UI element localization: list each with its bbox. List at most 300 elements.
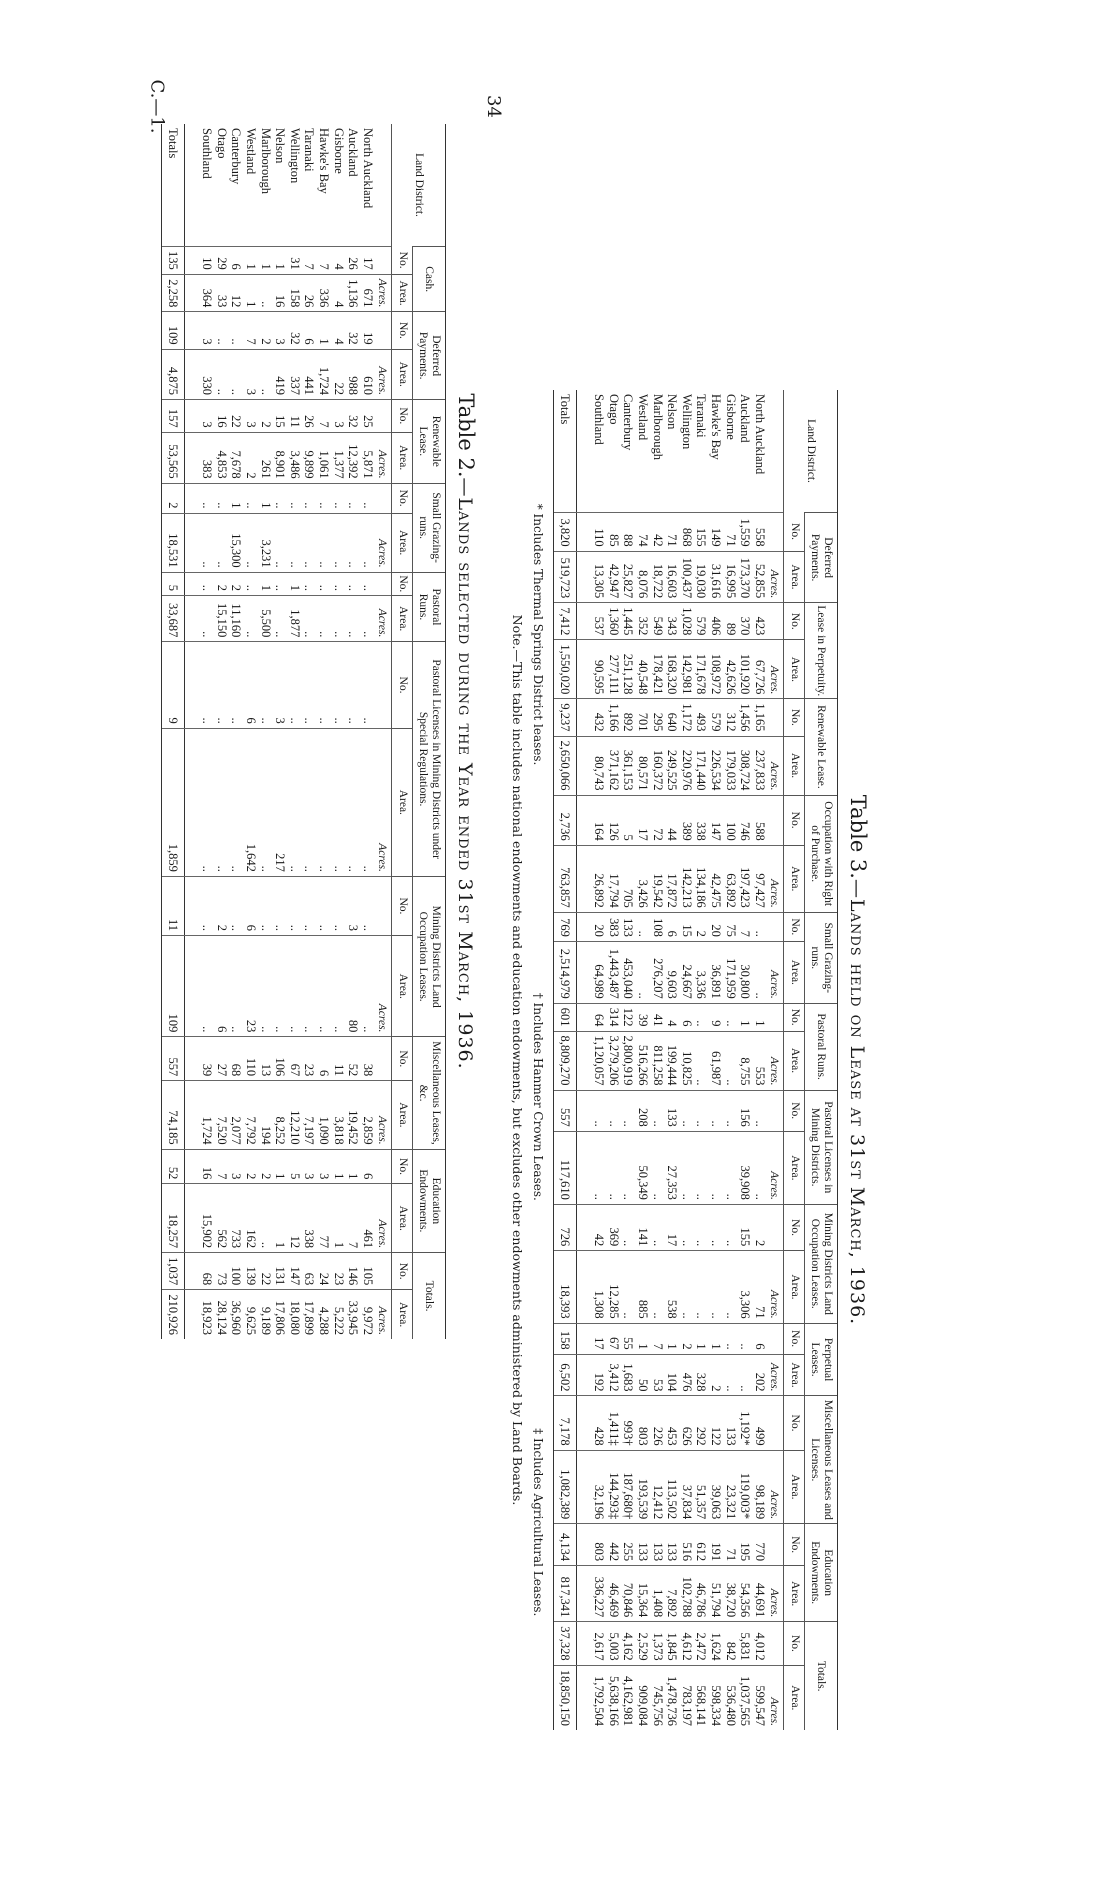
data-cell: 42,475	[708, 845, 723, 912]
units-label: Acres.	[767, 941, 784, 1003]
data-cell: ..	[694, 1131, 709, 1204]
data-cell: 7,678	[229, 432, 244, 483]
data-cell: 2,529	[635, 1622, 650, 1665]
data-cell: ..	[694, 1003, 709, 1031]
totals-cell: 7,412	[553, 603, 577, 640]
units-spacer	[767, 1323, 784, 1354]
data-cell: 453	[665, 1396, 680, 1450]
column-group-header: Mining Districts Land Occupation Leases.	[412, 876, 445, 1037]
data-cell: ..	[331, 513, 346, 572]
data-cell: 90,595	[591, 640, 606, 699]
spacer-cell	[577, 640, 592, 699]
data-cell: 17	[635, 795, 650, 845]
data-cell: 100	[723, 795, 738, 845]
column-group-header: Deferred Payments.	[412, 312, 445, 400]
data-cell: 3,486	[287, 432, 302, 483]
data-cell: ..	[621, 1251, 636, 1323]
district-name: Canterbury	[229, 128, 244, 185]
data-cell: 12,392	[346, 432, 361, 483]
data-cell: ..	[316, 513, 331, 572]
data-cell: 11,160	[229, 596, 244, 642]
data-cell: 579	[694, 603, 709, 640]
data-cell: 38,720	[723, 1566, 738, 1622]
data-cell: 26	[302, 274, 317, 312]
area-header: Area.	[784, 845, 804, 912]
data-cell: 17	[360, 247, 375, 275]
table-row	[214, 124, 229, 1339]
data-cell: 197,423	[738, 845, 753, 912]
data-cell: 36,891	[708, 941, 723, 1003]
data-cell: ..	[258, 349, 273, 399]
data-cell: 18,080	[287, 1290, 302, 1339]
data-cell: 147	[287, 1253, 302, 1290]
data-cell: 41	[650, 1003, 665, 1031]
data-cell: 2,617	[591, 1622, 606, 1665]
column-group-header: Renewable Lease.	[412, 399, 445, 483]
data-cell: ..	[316, 876, 331, 935]
data-cell: 51,357	[694, 1450, 709, 1524]
data-cell: 1	[287, 572, 302, 595]
data-cell: 119,003*	[738, 1450, 753, 1524]
spacer-cell	[577, 513, 592, 552]
spacer-cell	[577, 1323, 592, 1354]
data-cell: 1	[243, 247, 258, 275]
spacer-cell	[577, 1354, 592, 1396]
data-cell: 1,456	[738, 699, 753, 736]
data-cell: 3	[229, 1149, 244, 1184]
totals-cell: 769	[553, 912, 577, 941]
data-cell: ..	[214, 513, 229, 572]
data-cell: ..	[273, 483, 288, 513]
data-cell: 63,892	[723, 845, 738, 912]
data-cell: ..	[752, 1131, 767, 1204]
data-cell: ..	[287, 483, 302, 513]
totals-cell: 4,875	[161, 349, 185, 399]
data-cell: ..	[331, 876, 346, 935]
data-cell: 476	[679, 1354, 694, 1396]
data-cell: 12,285	[606, 1251, 621, 1323]
district-name: Canterbury	[621, 394, 636, 451]
data-cell: 383	[199, 432, 214, 483]
data-cell: 51,794	[708, 1566, 723, 1622]
district-name: Southland	[592, 394, 607, 445]
data-cell: 432	[591, 699, 606, 736]
table-3	[553, 390, 838, 1730]
data-cell: 67,726	[752, 640, 767, 699]
data-cell: ..	[694, 1031, 709, 1090]
data-cell: 1	[694, 1323, 709, 1354]
data-cell: 261	[258, 432, 273, 483]
data-cell: 10	[199, 247, 214, 275]
data-cell: 194	[258, 1081, 273, 1149]
data-cell: ..	[331, 642, 346, 728]
district-name: Marlborough	[258, 128, 273, 194]
units-spacer	[767, 1003, 784, 1031]
data-cell: 1,308	[591, 1251, 606, 1323]
data-cell: 295	[650, 699, 665, 736]
data-cell: 1	[331, 1149, 346, 1184]
data-cell: 31	[287, 247, 302, 275]
data-cell: ..	[302, 936, 317, 1037]
data-cell: 1,090	[316, 1081, 331, 1149]
units-label: Acres.	[767, 1251, 784, 1323]
data-cell: 336,227	[591, 1566, 606, 1622]
data-cell: ..	[606, 1131, 621, 1204]
data-cell: ..	[591, 1131, 606, 1204]
spacer-cell	[185, 728, 200, 876]
totals-cell: 9	[161, 642, 185, 728]
data-cell: 171,440	[694, 736, 709, 795]
data-cell: 562	[214, 1184, 229, 1253]
data-cell: 70,846	[621, 1566, 636, 1622]
totals-cell: 53,565	[161, 432, 185, 483]
data-cell: ..	[360, 728, 375, 876]
data-cell: 2	[258, 399, 273, 432]
data-cell: ..	[214, 728, 229, 876]
no-header: No.	[392, 572, 412, 595]
data-cell: 337	[287, 349, 302, 399]
spacer-cell	[185, 349, 200, 399]
district-name: Westland	[635, 394, 650, 441]
spacer-cell	[577, 1131, 592, 1204]
data-cell: 10,825	[679, 1031, 694, 1090]
data-cell: 8,252	[273, 1081, 288, 1149]
data-cell: 745,756	[650, 1665, 665, 1730]
data-cell: 147	[708, 795, 723, 845]
data-cell: 106	[273, 1037, 288, 1081]
data-cell: 553	[752, 1031, 767, 1090]
totals-cell: 1,550,020	[553, 640, 577, 699]
totals-cell: 763,857	[553, 845, 577, 912]
data-cell: 499	[752, 1396, 767, 1450]
data-cell: ..	[302, 642, 317, 728]
data-cell: ..	[360, 572, 375, 595]
data-cell: 1	[273, 1149, 288, 1184]
data-cell: 6	[302, 312, 317, 349]
data-cell: 46,786	[694, 1566, 709, 1622]
data-cell: 15,364	[635, 1566, 650, 1622]
totals-cell: 1,082,389	[553, 1450, 577, 1524]
data-cell: ..	[331, 936, 346, 1037]
table-row	[302, 124, 317, 1339]
data-cell: 113,502	[665, 1450, 680, 1524]
area-header: Area.	[784, 551, 804, 603]
data-cell: 2	[679, 1323, 694, 1354]
units-spacer	[767, 603, 784, 640]
column-group-header: Occupation with Right of Purchase.	[804, 795, 837, 912]
data-cell: ..	[214, 312, 229, 349]
data-cell: 4,288	[316, 1290, 331, 1339]
data-cell: 1,443,487	[606, 941, 621, 1003]
data-cell: ..	[360, 876, 375, 935]
units-label: Acres.	[767, 640, 784, 699]
units-spacer	[375, 247, 392, 275]
data-cell: ..	[650, 1204, 665, 1250]
data-cell: 4,162	[621, 1622, 636, 1665]
footnote: † Includes Hanmer Crown Leases.	[530, 992, 545, 1201]
header-row-sub	[784, 390, 804, 1730]
table-row	[331, 124, 346, 1339]
footnotes	[531, 390, 545, 1730]
data-cell: 1,166	[606, 699, 621, 736]
header-row-groups	[804, 390, 837, 1730]
data-cell: 202	[752, 1354, 767, 1396]
data-cell: 101,920	[738, 640, 753, 699]
data-cell: ..	[273, 876, 288, 935]
data-cell: 423	[752, 603, 767, 640]
data-cell: 13,305	[591, 551, 606, 603]
data-cell: 50	[635, 1354, 650, 1396]
data-cell: ..	[346, 596, 361, 642]
data-cell: 3	[243, 399, 258, 432]
data-cell: 11	[331, 1037, 346, 1081]
data-cell: 1,061	[316, 432, 331, 483]
data-cell: ..	[199, 572, 214, 595]
data-cell: ..	[199, 642, 214, 728]
data-cell: 100	[229, 1253, 244, 1290]
data-cell: ..	[229, 876, 244, 935]
data-cell: 88	[621, 513, 636, 552]
spacer-cell	[577, 1665, 592, 1730]
table-row	[273, 124, 288, 1339]
totals-cell: 109	[161, 936, 185, 1037]
data-cell: 64	[591, 1003, 606, 1031]
data-cell: 20	[591, 912, 606, 941]
data-cell: 20	[708, 912, 723, 941]
data-cell: 909,084	[635, 1665, 650, 1730]
data-cell: 220,976	[679, 736, 694, 795]
data-cell: 2	[214, 572, 229, 595]
district-name: Nelson	[273, 128, 288, 164]
units-spacer	[375, 1253, 392, 1290]
spacer-cell	[185, 432, 200, 483]
units-label: Acres.	[767, 1031, 784, 1090]
data-cell: 1	[752, 1003, 767, 1031]
district-header: Land District.	[392, 124, 446, 247]
totals-cell: 11	[161, 876, 185, 935]
data-cell: 133	[665, 1090, 680, 1131]
no-header: No.	[784, 1524, 804, 1566]
data-cell: 746	[738, 795, 753, 845]
data-cell: 3	[302, 1149, 317, 1184]
totals-cell: 2	[161, 483, 185, 513]
table-row	[679, 390, 694, 1730]
data-cell: 16	[214, 399, 229, 432]
header-row-sub	[392, 124, 412, 1339]
data-cell: 7,892	[665, 1566, 680, 1622]
data-cell: ..	[606, 1090, 621, 1131]
data-cell: ..	[273, 596, 288, 642]
spacer-cell	[185, 936, 200, 1037]
data-cell: ..	[694, 1251, 709, 1323]
data-cell: 538	[665, 1251, 680, 1323]
units-spacer	[767, 1090, 784, 1131]
data-cell: 4	[331, 247, 346, 275]
data-cell: ..	[679, 1204, 694, 1250]
data-cell: 15	[679, 912, 694, 941]
table-3-caption	[846, 390, 870, 1730]
units-label: Acres.	[375, 1081, 392, 1149]
data-cell: 993†	[621, 1396, 636, 1450]
data-cell: 7	[316, 399, 331, 432]
district-name: North Auckland	[752, 394, 767, 475]
table-row	[316, 124, 331, 1339]
area-header: Area.	[392, 1184, 412, 1253]
data-cell: ..	[723, 1251, 738, 1323]
totals-cell: 52	[161, 1149, 185, 1184]
data-cell: ..	[679, 1090, 694, 1131]
data-cell: 588	[752, 795, 767, 845]
column-group-header: Pastoral Licenses in Mining Districts under Special Regulations.	[412, 642, 445, 877]
totals-cell: 210,926	[161, 1290, 185, 1339]
data-cell: ..	[346, 728, 361, 876]
data-cell: 68	[229, 1037, 244, 1081]
data-cell: 133	[723, 1396, 738, 1450]
data-cell: 23	[243, 936, 258, 1037]
spacer-cell	[577, 551, 592, 603]
data-cell: 173,370	[738, 551, 753, 603]
data-cell: 255	[621, 1524, 636, 1566]
area-header: Area.	[392, 1081, 412, 1149]
data-cell: 733	[229, 1184, 244, 1253]
data-cell: ..	[752, 941, 767, 1003]
data-cell: 2	[243, 432, 258, 483]
no-header: No.	[784, 603, 804, 640]
data-cell: 2,859	[360, 1081, 375, 1149]
data-cell: 156	[738, 1090, 753, 1131]
data-cell: 32	[287, 312, 302, 349]
data-cell: 5,638,166	[606, 1665, 621, 1730]
data-cell: 516	[679, 1524, 694, 1566]
totals-label: Totals	[553, 390, 577, 513]
column-group-header: Small Grazing-runs.	[804, 912, 837, 1003]
column-group-header: Miscellaneous Leases, &c.	[412, 1037, 445, 1149]
data-cell: 108	[650, 912, 665, 941]
data-cell: 7,792	[243, 1081, 258, 1149]
no-header: No.	[392, 1037, 412, 1081]
data-cell: ..	[708, 1131, 723, 1204]
units-spacer	[767, 699, 784, 736]
data-cell: 133	[665, 1524, 680, 1566]
data-cell: 40,548	[635, 640, 650, 699]
data-cell: 75	[723, 912, 738, 941]
data-cell: 314	[606, 1003, 621, 1031]
totals-cell: 117,610	[553, 1131, 577, 1204]
spacer-cell	[577, 1524, 592, 1566]
totals-cell: 2,258	[161, 274, 185, 312]
data-cell: 1	[273, 247, 288, 275]
no-header: No.	[392, 312, 412, 349]
totals-cell: 557	[553, 1090, 577, 1131]
data-cell: 31,616	[708, 551, 723, 603]
district-name: Nelson	[665, 394, 680, 430]
data-cell: 42,947	[606, 551, 621, 603]
data-cell: 52,855	[752, 551, 767, 603]
units-label: Acres.	[375, 349, 392, 399]
data-cell: ..	[199, 728, 214, 876]
data-cell: 1,683	[621, 1354, 636, 1396]
data-cell: 26,892	[591, 845, 606, 912]
data-cell: 19	[360, 312, 375, 349]
table-3-title: —Lands held on Lease at 31st March, 1936.	[846, 878, 868, 1326]
data-cell: 71	[723, 513, 738, 552]
data-cell: 6	[679, 1003, 694, 1031]
data-cell: 15,902	[199, 1184, 214, 1253]
district-name: Wellington	[679, 394, 694, 450]
spacer-cell	[577, 699, 592, 736]
data-cell: 338	[694, 795, 709, 845]
data-cell: 73	[214, 1253, 229, 1290]
spacer-cell	[577, 912, 592, 941]
spacer-cell	[577, 1090, 592, 1131]
data-cell: ..	[708, 1251, 723, 1323]
spacer-cell	[185, 312, 200, 349]
data-cell: ..	[243, 572, 258, 595]
data-cell: 4	[331, 274, 346, 312]
data-cell: 32	[346, 399, 361, 432]
data-cell: ..	[199, 936, 214, 1037]
data-cell: 187,680†	[621, 1450, 636, 1524]
no-header: No.	[784, 912, 804, 941]
data-cell: 37,834	[679, 1450, 694, 1524]
units-spacer	[375, 642, 392, 728]
data-cell: 568,141	[694, 1665, 709, 1730]
data-cell: 428	[591, 1396, 606, 1450]
data-cell: 988	[346, 349, 361, 399]
totals-cell: 18,257	[161, 1184, 185, 1253]
data-cell: 141	[635, 1204, 650, 1250]
data-cell: 892	[621, 699, 636, 736]
data-cell: 12,412	[650, 1450, 665, 1524]
data-cell: 23,321	[723, 1450, 738, 1524]
data-cell: 32,196	[591, 1450, 606, 1524]
data-cell: ..	[273, 936, 288, 1037]
data-cell: 1	[738, 1003, 753, 1031]
data-cell: 1	[273, 1184, 288, 1253]
data-cell: 11	[287, 399, 302, 432]
data-cell: ..	[591, 1090, 606, 1131]
data-cell: 312	[723, 699, 738, 736]
data-cell: 208	[635, 1090, 650, 1131]
units-spacer	[375, 312, 392, 349]
table-row	[723, 390, 738, 1730]
data-cell: 7	[650, 1323, 665, 1354]
totals-cell: 6,502	[553, 1354, 577, 1396]
table-row	[635, 390, 650, 1730]
data-cell: 17,872	[665, 845, 680, 912]
data-cell: 558	[752, 513, 767, 552]
no-header: No.	[784, 1090, 804, 1131]
spacer-cell	[577, 390, 592, 513]
data-cell: ..	[752, 1090, 767, 1131]
data-cell: ..	[229, 936, 244, 1037]
column-group-header: Renewable Lease.	[804, 699, 837, 795]
data-cell: ..	[243, 513, 258, 572]
totals-cell: 601	[553, 1003, 577, 1031]
data-cell: 19,030	[694, 551, 709, 603]
totals-cell: 109	[161, 312, 185, 349]
data-cell: ..	[258, 642, 273, 728]
data-cell: ..	[302, 596, 317, 642]
data-cell: 168,320	[665, 640, 680, 699]
column-group-header: Miscellaneous Leases and Licenses.	[804, 1396, 837, 1524]
district-header: Land District.	[784, 390, 838, 513]
spacer-cell	[577, 1003, 592, 1031]
units-spacer	[767, 513, 784, 552]
data-cell: 29	[214, 247, 229, 275]
data-cell: 133	[621, 912, 636, 941]
area-header: Area.	[784, 1566, 804, 1622]
